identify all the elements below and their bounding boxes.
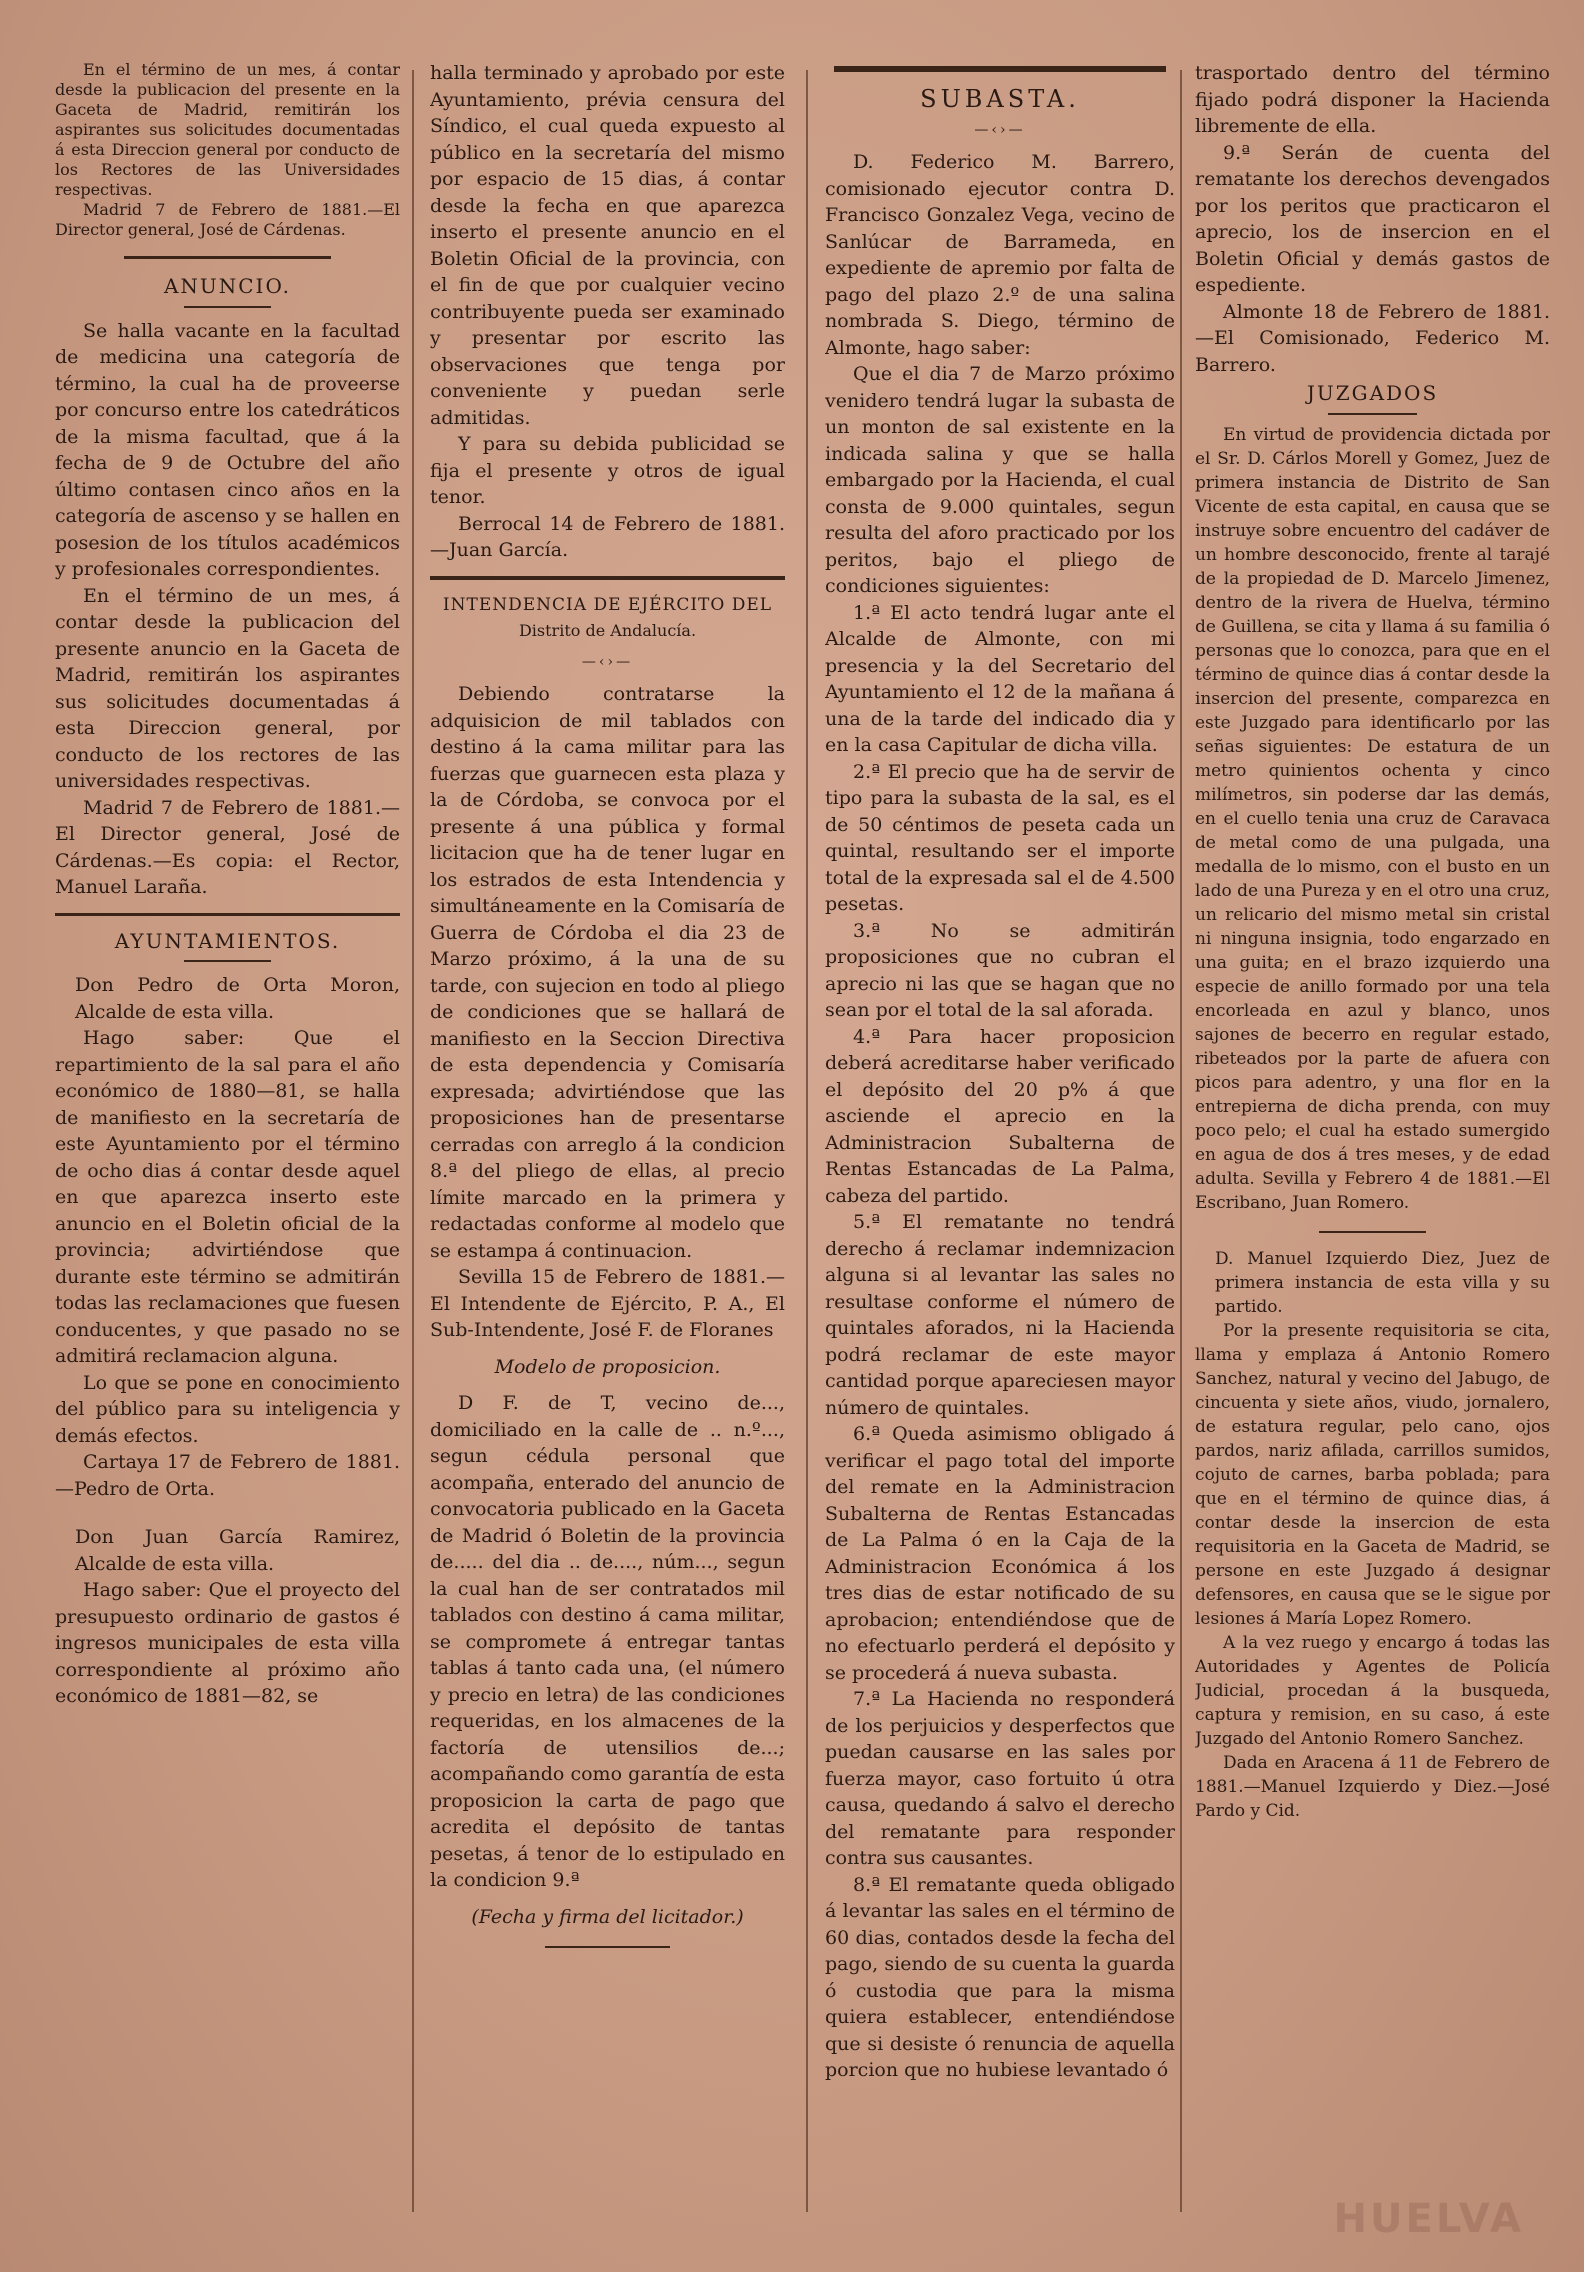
- paragraph: Madrid 7 de Febrero de 1881.—El Director general, José de Cárdenas.: [55, 200, 400, 239]
- section-title-intendencia: INTENDENCIA DE EJÉRCITO DEL: [442, 594, 773, 615]
- model-title: Modelo de proposicion.: [494, 1355, 721, 1378]
- paragraph: D F. de T, vecino de..., domiciliado en la calle de .. n.º..., segun cédula personal que acompaña, enterado del anuncio de convocatoria publicado en la Gaceta de Madrid ó Boletin de la provincia de..... del dia .. de...., núm..., segun la cual han de ser contratados mil tablados con destino á cama militar, se compromete á entregar tantas tablas á tanto cada una, (el número y precio en letra) de las condiciones requeridas, en los almacenes de la factoría de utensilios de...; acompañando como garantía de esta proposicion la carta de pago que acredita el depósito de tantas pesetas, á tenor de lo estipulado en la condicion 9.ª: [430, 1392, 785, 1891]
- paragraph: En el término de un mes, á contar desde la publicacion del presente anuncio en la Gaceta de Madrid, remitirán los aspirantes sus solicitudes documentadas á esta Direccion general, por conducto de los rectores de las universidades respectivas.: [55, 584, 400, 792]
- paragraph: Hago saber: Que el repartimiento de la sal para el año económico de 1880—81, se halla de manifiesto en la secretaría de este Ayuntamiento por el término de ocho dias á contar desde aquel en que aparezca inserto este anuncio en el Boletin oficial de la provincia; advirtiéndose que durante este término se admitirán todas las reclamaciones que fuesen conducentes, y que pasado no se admitirá reclamacion alguna.: [55, 1027, 400, 1367]
- paragraph: Que el dia 7 de Marzo próximo venidero tendrá lugar la subasta de un monton de sal existente en la indicada salina y que se halla embargado por la Hacienda, el cual consta de 9.000 quintales, segun resulta del aforo practicado por los peritos, bajo el pliego de condiciones siguientes:: [825, 363, 1175, 597]
- divider: [1319, 1231, 1426, 1233]
- section-title-juzgados: JUZGADOS: [1306, 381, 1439, 405]
- paragraph: 8.ª El rematante queda obligado á levantar las sales en el término de 60 dias, contados desde la fecha del pago, siendo de su cuenta la guarda ó custodia que para la misma quiera establecer, entendiéndose que si desiste ó renuncia de aquella porcion que no hubiese levantado ó: [825, 1873, 1175, 2081]
- divider: [184, 960, 270, 962]
- official-name: D. Manuel Izquierdo Diez, Juez de primera instancia de esta villa y su partido.: [1215, 1248, 1550, 1317]
- column-2: [430, 60, 785, 2232]
- paragraph: D. Federico M. Barrero, comisionado ejecutor contra D. Francisco Gonzalez Vega, vecino de Sanlúcar de Barrameda, en expediente de apremio por falta de pago del plazo 2.º de una salina nombrada S. Diego, término de Almonte, hago saber:: [825, 151, 1175, 359]
- column-rule: [412, 70, 414, 2212]
- paragraph: 6.ª Queda asimismo obligado á verificar el pago total del importe del remate en la Administracion Subalterna de Rentas Estancadas de La Palma ó en la Caja de la Administracion Económica á los tres dias de estar notificado de su aprobacion; entendiéndose que de no efectuarlo perderá el depósito y se procederá á nueva subasta.: [825, 1423, 1175, 1684]
- paragraph: Sevilla 15 de Febrero de 1881.—El Intendente de Ejército, P. A., El Sub-Intendente, José F. de Floranes: [430, 1266, 785, 1341]
- paragraph: Berrocal 14 de Febrero de 1881.—Juan García.: [430, 512, 785, 561]
- column-rule: [1180, 70, 1182, 2212]
- divider: [1328, 413, 1417, 415]
- library-watermark-logo: HUELVA: [1333, 2196, 1524, 2242]
- paragraph: 5.ª El rematante no tendrá derecho á reclamar indemnizacion alguna si al levantar las sales no resultase conforme el número de quintales aforados, ni la Hacienda podrá reclamar de este mayor cantidad porque apareciesen mayor número de quintales.: [825, 1211, 1175, 1419]
- spacer: [55, 1502, 400, 1524]
- paragraph: Y para su debida publicidad se fija el presente y otros de igual tenor.: [430, 433, 785, 508]
- divider: [184, 306, 270, 308]
- paragraph: A la vez ruego y encargo á todas las Autoridades y Agentes de Policía Judicial, procedan á la busqueda, captura y remision, en su caso, á este Juzgado del Antonio Romero Sanchez.: [1195, 1632, 1550, 1749]
- paragraph: Dada en Aracena á 11 de Febrero de 1881.—Manuel Izquierdo y Diez.—José Pardo y Cid.: [1195, 1752, 1550, 1821]
- ornament: —‹›—: [974, 121, 1026, 138]
- signature-note: (Fecha y firma del licitador.): [471, 1905, 744, 1928]
- paragraph: 3.ª No se admitirán proposiciones que no cubran el aprecio ni las que se hagan que no sean por el total de la sal aforada.: [825, 919, 1175, 1021]
- ornament: —‹›—: [581, 653, 634, 670]
- divider: [55, 913, 400, 916]
- divider: [430, 576, 785, 580]
- paragraph: Se halla vacante en la facultad de medicina una categoría de término, la cual ha de proveerse por concurso entre los catedráticos de la misma facultad, que á la fecha de 9 de Octubre del año último contasen cinco años en la categoría de ascenso y se hallen en posesion de los títulos académicos y profesionales correspondientes.: [55, 319, 400, 580]
- paragraph: 7.ª La Hacienda no responderá de los perjuicios y desperfectos que puedan causarse en las sales por fuerza mayor, caso fortuito ú otra causa, quedando á salvo el derecho del rematante para responder contra sus causantes.: [825, 1688, 1175, 1869]
- paragraph: Madrid 7 de Febrero de 1881.—El Director general, José de Cárdenas.—Es copia: el Rector, Manuel Laraña.: [55, 796, 400, 898]
- column-1: [55, 60, 400, 2232]
- official-name: Don Juan García Ramirez, Alcalde de esta villa.: [75, 1526, 400, 1575]
- divider: [124, 256, 331, 259]
- paragraph: trasportado dentro del término fijado podrá disponer la Hacienda libremente de ella.: [1195, 62, 1550, 137]
- section-subtitle: Distrito de Andalucía.: [518, 621, 697, 640]
- divider: [834, 66, 1167, 72]
- column-3: [825, 60, 1175, 2232]
- section-title-anuncio: ANUNCIO.: [163, 274, 292, 298]
- paragraph: Lo que se pone en conocimiento del público para su inteligencia y demás efectos.: [55, 1371, 400, 1447]
- section-title-ayuntamientos: AYUNTAMIENTOS.: [114, 928, 341, 953]
- column-rule: [806, 70, 808, 2212]
- paragraph: halla terminado y aprobado por este Ayuntamiento, prévia censura del Síndico, el cual queda expuesto al público en la secretaría del mismo por espacio de 15 dias, á contar desde la fecha en que aparezca inserto el presente anuncio en el Boletin Oficial de la provincia, con el fin de que por cualquier vecino contribuyente pueda ser examinado y presentar por escrito las observaciones que tenga por conveniente y puedan serle admitidas.: [430, 62, 785, 429]
- official-name: Don Pedro de Orta Moron, Alcalde de esta villa.: [75, 974, 400, 1023]
- paragraph: Cartaya 17 de Febrero de 1881.—Pedro de Orta.: [55, 1451, 400, 1500]
- paragraph: 9.ª Serán de cuenta del rematante los derechos devengados por los peritos que practicaron el aprecio, los de insercion en el Boletin Oficial y demás gastos de espediente.: [1195, 141, 1550, 296]
- paragraph: Almonte 18 de Febrero de 1881.—El Comisionado, Federico M. Barrero.: [1195, 300, 1550, 376]
- column-4: [1195, 60, 1550, 2232]
- paragraph: En el término de un mes, á contar desde la publicacion del presente en la Gaceta de Madrid, remitirán los aspirantes sus solicitudes documentadas á esta Direccion general por conducto de los Rectores de las Universidades respectivas.: [55, 60, 400, 199]
- paragraph: 1.ª El acto tendrá lugar ante el Alcalde de Almonte, con mi presencia y la del Secretario del Ayuntamiento el 12 de la mañana á una de la tarde del indicado dia y en la casa Capitular de dicha villa.: [825, 601, 1175, 756]
- paragraph: Por la presente requisitoria se cita, llama y emplaza á Antonio Romero Sanchez, natural y vecino del Jabugo, de cincuenta y siete años, viudo, jornalero, de estatura regular, pelo cano, ojos pardos, nariz afilada, carrillos sumidos, cojuto de carnes, barba poblada; para que en el término de quince dias, á contar desde la insercion de esta requisitoria en la Gaceta de Madrid, se persone en este Juzgado á designar defensores, en causa que se le sigue por lesiones á María Lopez Romero.: [1195, 1320, 1550, 1629]
- paragraph: 2.ª El precio que ha de servir de tipo para la subasta de la sal, es el de 50 céntimos de peseta cada un quintal, resultando ser el importe total de la expresada sal el de 4.500 pesetas.: [825, 760, 1175, 915]
- paragraph: Debiendo contratarse la adquisicion de mil tablados con destino á la cama militar para las fuerzas que guarnecen esta plaza y la de Córdoba, se convoca por el presente á una pública y formal licitacion que ha de tener lugar en los estrados de esta Intendencia y simultáneamente en la Comisaría de Guerra de Córdoba el dia 23 de Marzo próximo, á la una de su tarde, con sujecion en todo al pliego de condiciones que se hallará de manifiesto en la Seccion Directiva de esta dependencia y Comisaría expresada; advirtiéndose que las proposiciones han de presentarse cerradas con arreglo á la condicion 8.ª del pliego de ellas, al precio límite marcado en la primera y redactadas conforme al modelo que se estampa á continuacion.: [430, 683, 785, 1262]
- section-title-subasta: SUBASTA.: [920, 85, 1080, 113]
- paragraph: Hago saber: Que el proyecto del presupuesto ordinario de gastos é ingresos municipales de esta villa correspondiente al próximo año económico de 1881—82, se: [55, 1579, 400, 1707]
- paragraph: 4.ª Para hacer proposicion deberá acreditarse haber verificado el depósito del 20 p% á que asciende el aprecio en la Administracion Subalterna de Rentas Estancadas de La Palma, cabeza del partido.: [825, 1025, 1175, 1207]
- paragraph: En virtud de providencia dictada por el Sr. D. Cárlos Morell y Gomez, Juez de primera instancia de Distrito de San Vicente de esta capital, en causa que se instruye sobre encuentro del cadáver de un hombre desconocido, frente al tarajé de la propiedad de D. Marcelo Jimenez, dentro de la rivera de Huelva, término de Guillena, se cita y llama á su familia ó personas que lo conozca, para que en el término de quince dias á contar desde la insercion del presente, comparezca en este Juzgado para identificarlo por las señas siguientes: De estatura de un metro quinientos ochenta y cinco milímetros, sin poderse dar las demás, en el cuello tenia una cruz de Caravaca de metal como de una pulgada, una medalla de lo mismo, con el busto en un lado de una Pureza y en el otro una cruz, un relicario del mismo metal sin cristal ni ninguna insignia, todo engarzado en una guita; en el brazo izquierdo una especie de anillo formado por una tela encorleada en azul y blanco, unos sajones de becerro en regular estado, ribeteados por la parte de afuera con picos para adentro, y una flor en la entrepierna de dicha prenda, con muy poco pelo; el cual ha estado sumergido en agua de dos á tres meses, y de edad adulta. Sevilla y Febrero 4 de 1881.—El Escribano, Juan Romero.: [1195, 424, 1550, 1213]
- divider: [545, 1946, 669, 1948]
